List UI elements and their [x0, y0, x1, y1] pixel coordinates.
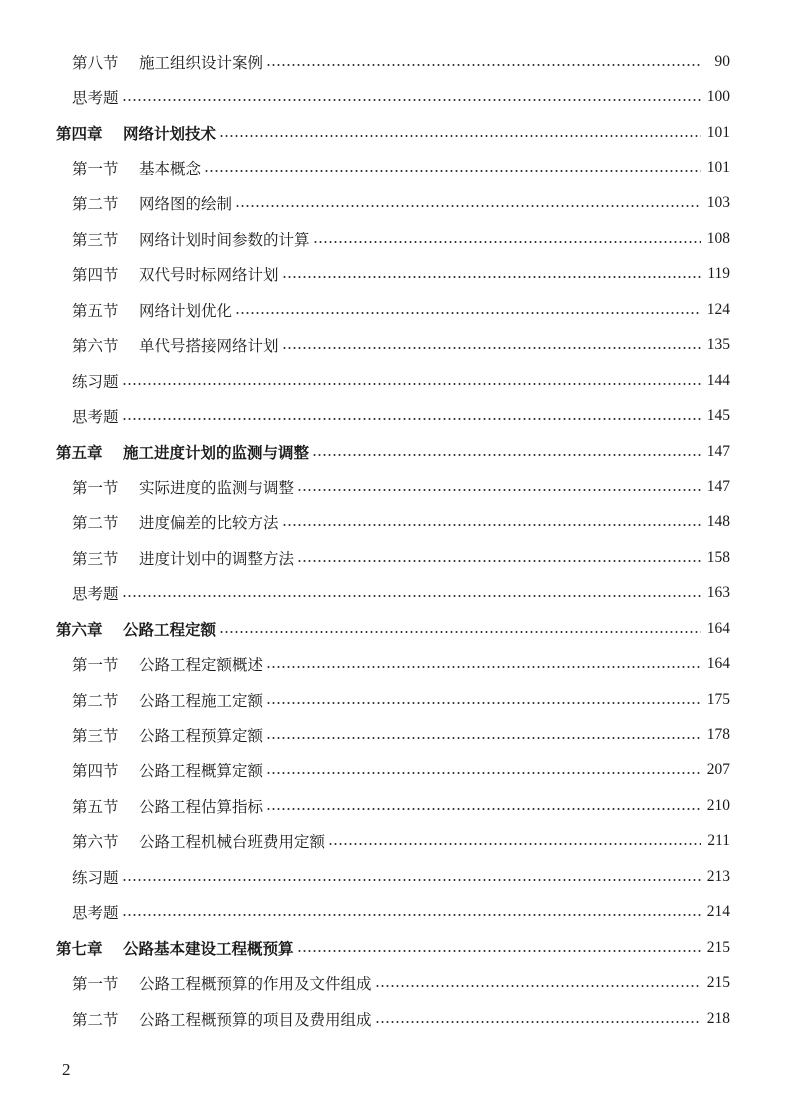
toc-entry-title: 公路工程预算定额	[139, 727, 264, 746]
dot-leader	[282, 276, 702, 278]
toc-entry-label: 第二节	[72, 691, 119, 710]
toc-entry-leader	[72, 1008, 707, 1030]
toc-section-entry[interactable]	[0, 682, 790, 717]
toc-chapter-entry[interactable]	[0, 611, 790, 646]
toc-entry-title: 练习题	[72, 868, 119, 887]
dot-leader	[297, 950, 701, 952]
toc-entry-page: 163	[706, 584, 730, 602]
dot-leader	[266, 64, 702, 66]
toc-entry-leader	[72, 724, 707, 746]
toc-entry-label: 第五章	[56, 442, 103, 462]
toc-entry-page: 145	[706, 407, 730, 425]
toc-entry-page: 207	[706, 761, 730, 779]
dot-leader	[375, 985, 701, 987]
dot-leader	[122, 99, 701, 101]
toc-entry-page: 100	[706, 88, 730, 106]
toc-entry-label: 第七章	[56, 938, 103, 958]
toc-entry-leader	[72, 582, 707, 604]
page-number: 2	[62, 1060, 71, 1079]
toc-entry-page: 218	[706, 1009, 730, 1027]
toc-entry-page: 147	[706, 442, 730, 460]
toc-entry-title: 单代号搭接网络计划	[139, 337, 279, 356]
dot-leader	[122, 418, 701, 420]
toc-exercise-entry[interactable]	[0, 895, 790, 930]
dot-leader	[297, 489, 701, 491]
toc-entry-leader	[72, 263, 707, 285]
table-of-contents	[0, 44, 790, 1036]
toc-section-entry[interactable]	[0, 753, 790, 788]
toc-section-entry[interactable]	[0, 540, 790, 575]
toc-entry-leader	[72, 51, 708, 73]
toc-entry-leader	[72, 157, 707, 179]
toc-entry-title: 进度偏差的比较方法	[139, 514, 279, 533]
dot-leader	[266, 666, 701, 668]
toc-entry-page: 101	[706, 159, 730, 177]
toc-entry-title: 公路工程机械台班费用定额	[139, 833, 326, 852]
toc-entry-leader	[56, 937, 707, 959]
toc-section-entry[interactable]	[0, 965, 790, 1000]
toc-entry-page: 211	[707, 832, 730, 850]
dot-leader	[235, 312, 701, 314]
toc-entry-title: 思考题	[72, 408, 119, 427]
toc-entry-leader	[72, 476, 707, 498]
toc-entry-leader	[72, 547, 707, 569]
toc-entry-label: 第六章	[56, 619, 103, 639]
toc-entry-title: 公路工程概预算的项目及费用组成	[139, 1010, 372, 1029]
toc-entry-page: 103	[706, 194, 730, 212]
toc-entry-label: 第二节	[72, 514, 119, 533]
toc-entry-title: 公路工程定额	[123, 619, 217, 639]
toc-entry-page: 213	[706, 867, 730, 885]
toc-entry-title: 公路工程概算定额	[139, 762, 264, 781]
toc-entry-title: 思考题	[72, 904, 119, 923]
toc-exercise-entry[interactable]	[0, 859, 790, 894]
toc-section-entry[interactable]	[0, 788, 790, 823]
toc-section-entry[interactable]	[0, 44, 790, 79]
toc-entry-page: 108	[706, 229, 730, 247]
toc-entry-title: 施工组织设计案例	[139, 53, 264, 72]
toc-entry-page: 210	[706, 796, 730, 814]
toc-entry-page: 124	[706, 300, 730, 318]
toc-entry-label: 第三节	[72, 549, 119, 568]
toc-section-entry[interactable]	[0, 505, 790, 540]
toc-entry-title: 基本概念	[139, 160, 202, 179]
dot-leader	[266, 808, 701, 810]
toc-entry-label: 第三节	[72, 230, 119, 249]
toc-entry-page: 175	[706, 690, 730, 708]
toc-entry-title: 实际进度的监测与调整	[139, 478, 295, 497]
toc-entry-leader	[72, 689, 707, 711]
toc-section-entry[interactable]	[0, 257, 790, 292]
toc-section-entry[interactable]	[0, 292, 790, 327]
dot-leader	[266, 737, 701, 739]
toc-entry-leader	[72, 901, 707, 923]
toc-entry-label: 第五节	[72, 301, 119, 320]
dot-leader	[312, 454, 701, 456]
toc-entry-leader	[72, 972, 707, 994]
toc-entry-page: 119	[707, 265, 730, 283]
toc-entry-title: 思考题	[72, 585, 119, 604]
toc-entry-label: 第四节	[72, 266, 119, 285]
toc-entry-title: 公路工程施工定额	[139, 691, 264, 710]
toc-entry-title: 网络计划优化	[139, 301, 233, 320]
toc-entry-label: 第八节	[72, 53, 119, 72]
toc-entry-leader	[72, 511, 707, 533]
dot-leader	[204, 170, 701, 172]
toc-entry-page: 158	[706, 548, 730, 566]
toc-entry-leader	[56, 122, 707, 144]
toc-section-entry[interactable]	[0, 469, 790, 504]
toc-chapter-entry[interactable]	[0, 115, 790, 150]
dot-leader	[375, 1021, 701, 1023]
toc-entry-title: 进度计划中的调整方法	[139, 549, 295, 568]
dot-leader	[122, 383, 701, 385]
toc-entry-leader	[72, 370, 707, 392]
toc-entry-label: 第二节	[72, 1010, 119, 1029]
toc-entry-leader	[56, 618, 707, 640]
toc-entry-leader	[72, 405, 707, 427]
toc-entry-title: 公路工程概预算的作用及文件组成	[139, 975, 372, 994]
dot-leader	[282, 347, 701, 349]
toc-entry-title: 双代号时标网络计划	[139, 266, 279, 285]
toc-exercise-entry[interactable]	[0, 79, 790, 114]
toc-entry-leader	[72, 334, 707, 356]
toc-entry-label: 第三节	[72, 727, 119, 746]
toc-entry-label: 第六节	[72, 833, 119, 852]
dot-leader	[297, 560, 701, 562]
toc-chapter-entry[interactable]	[0, 434, 790, 469]
toc-entry-title: 练习题	[72, 372, 119, 391]
toc-section-entry[interactable]	[0, 1001, 790, 1036]
toc-section-entry[interactable]	[0, 824, 790, 859]
toc-exercise-entry[interactable]	[0, 363, 790, 398]
toc-entry-page: 164	[706, 619, 730, 637]
dot-leader	[282, 524, 701, 526]
toc-section-entry[interactable]	[0, 150, 790, 185]
dot-leader	[266, 702, 701, 704]
toc-entry-leader	[72, 299, 707, 321]
toc-entry-page: 90	[714, 52, 730, 70]
dot-leader	[219, 631, 701, 633]
toc-section-entry[interactable]	[0, 328, 790, 363]
toc-entry-leader	[56, 441, 707, 463]
toc-entry-title: 施工进度计划的监测与调整	[123, 442, 310, 462]
dot-leader	[235, 205, 701, 207]
toc-exercise-entry[interactable]	[0, 398, 790, 433]
toc-entry-label: 第一节	[72, 975, 119, 994]
toc-entry-title: 公路工程定额概述	[139, 656, 264, 675]
dot-leader	[122, 595, 701, 597]
toc-entry-page: 214	[706, 903, 730, 921]
toc-entry-title: 网络计划时间参数的计算	[139, 230, 310, 249]
toc-chapter-entry[interactable]	[0, 930, 790, 965]
toc-entry-leader	[72, 795, 707, 817]
toc-entry-leader	[72, 228, 707, 250]
dot-leader	[313, 241, 701, 243]
toc-entry-title: 公路基本建设工程概预算	[123, 938, 294, 958]
toc-entry-label: 第五节	[72, 797, 119, 816]
toc-entry-page: 144	[706, 371, 730, 389]
dot-leader	[266, 772, 701, 774]
dot-leader	[219, 135, 701, 137]
toc-entry-leader	[72, 653, 707, 675]
toc-entry-page: 178	[706, 726, 730, 744]
dot-leader	[122, 914, 701, 916]
toc-entry-leader	[72, 866, 707, 888]
toc-entry-page: 215	[706, 938, 730, 956]
toc-entry-page: 164	[706, 655, 730, 673]
toc-entry-label: 第一节	[72, 160, 119, 179]
toc-entry-title: 网络计划技术	[123, 123, 217, 143]
toc-section-entry[interactable]	[0, 221, 790, 256]
toc-section-entry[interactable]	[0, 717, 790, 752]
toc-entry-label: 第四节	[72, 762, 119, 781]
toc-entry-leader	[72, 830, 707, 852]
toc-entry-label: 第四章	[56, 123, 103, 143]
toc-entry-page: 147	[706, 477, 730, 495]
toc-exercise-entry[interactable]	[0, 576, 790, 611]
toc-entry-label: 第二节	[72, 195, 119, 214]
toc-entry-label: 第一节	[72, 656, 119, 675]
toc-entry-page: 135	[706, 336, 730, 354]
dot-leader	[328, 843, 701, 845]
toc-entry-leader	[72, 192, 707, 214]
toc-entry-title: 网络图的绘制	[139, 195, 233, 214]
dot-leader	[122, 879, 701, 881]
toc-entry-page: 215	[706, 974, 730, 992]
toc-entry-page: 101	[706, 123, 730, 141]
toc-entry-label: 第一节	[72, 478, 119, 497]
toc-entry-leader	[72, 759, 707, 781]
toc-section-entry[interactable]	[0, 646, 790, 681]
toc-entry-title: 公路工程估算指标	[139, 797, 264, 816]
toc-entry-leader	[72, 86, 707, 108]
toc-entry-label: 第六节	[72, 337, 119, 356]
toc-entry-title: 思考题	[72, 89, 119, 108]
toc-section-entry[interactable]	[0, 186, 790, 221]
toc-entry-page: 148	[706, 513, 730, 531]
